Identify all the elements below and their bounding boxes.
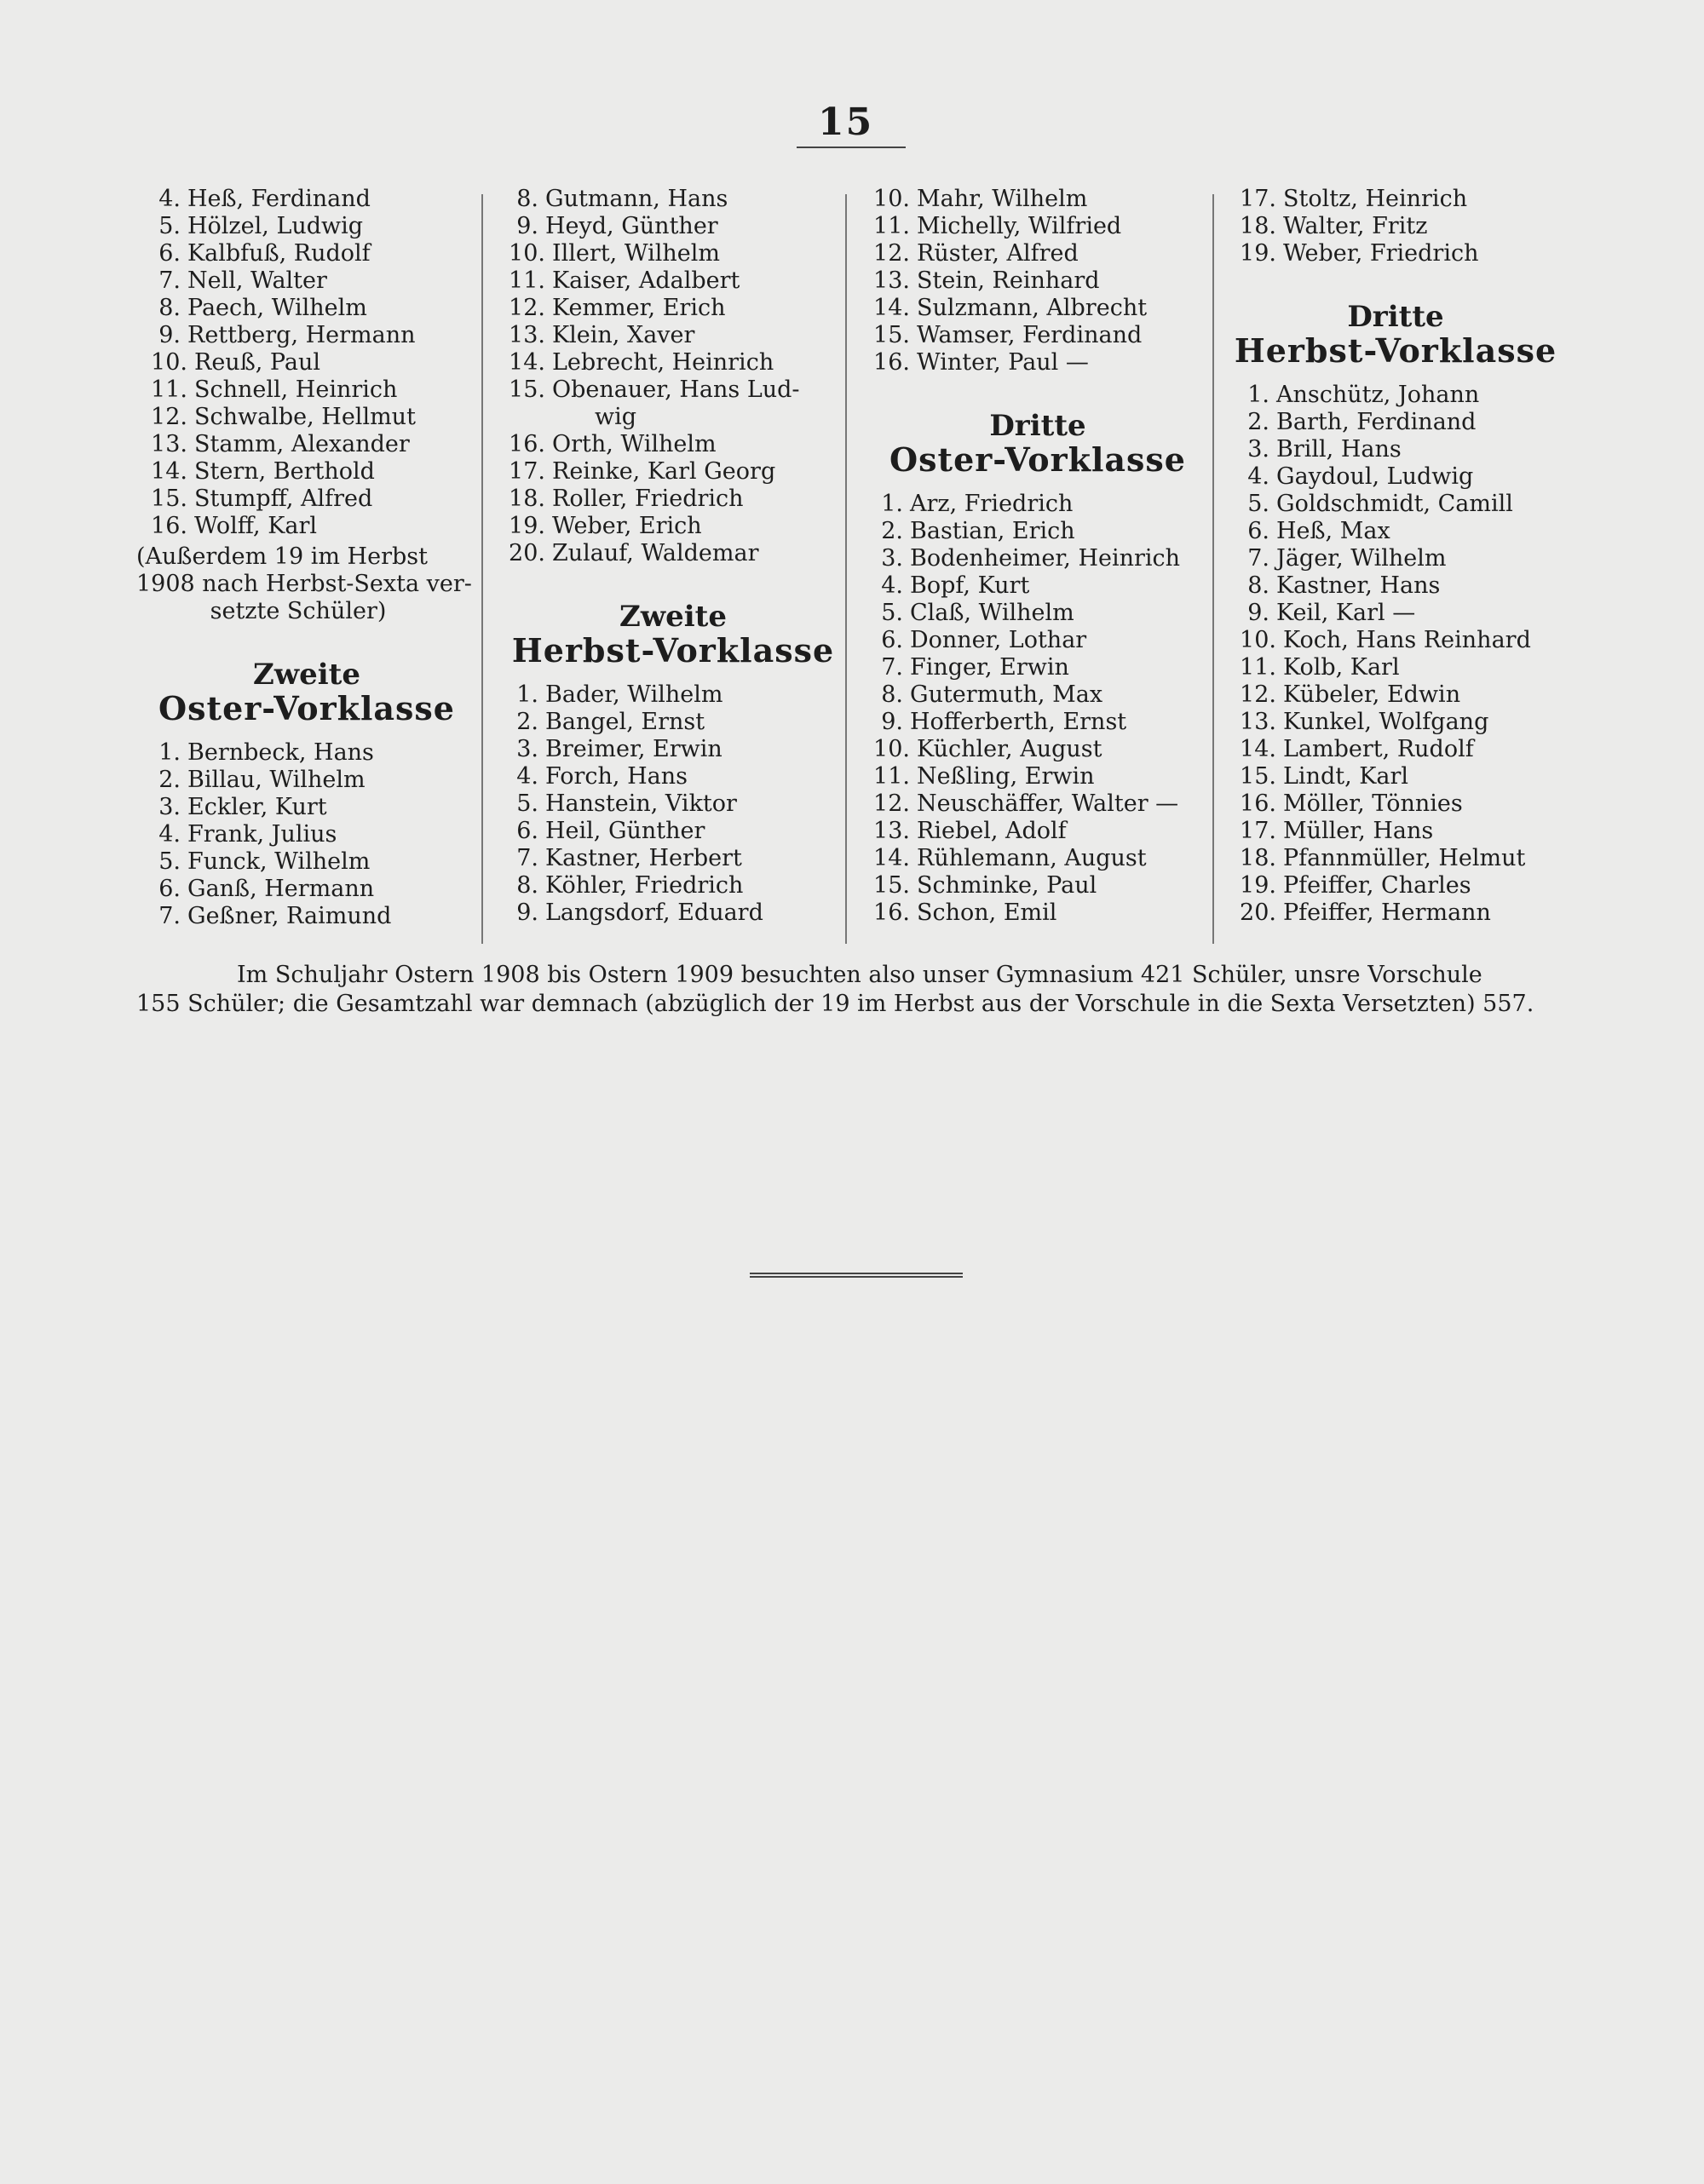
student-entry: [859, 763, 1217, 790]
student-entry: [136, 404, 477, 431]
student-name: Schwalbe, Hellmut: [194, 404, 416, 430]
class-heading-line: Zweite: [253, 658, 360, 692]
student-name: Mahr, Wilhelm: [917, 186, 1088, 212]
student-entry: [859, 186, 1217, 213]
entry-number: 6.: [1247, 518, 1269, 544]
entry-number: 11.: [873, 213, 910, 239]
entry-number: 15.: [873, 322, 910, 348]
entry-number: 4.: [1247, 463, 1269, 490]
entry-number: 3.: [158, 794, 181, 820]
entry-number: 10.: [1240, 627, 1276, 653]
class-heading-line: Zweite: [619, 600, 727, 634]
student-name: Bader, Wilhelm: [545, 681, 723, 708]
student-entry: [1225, 627, 1566, 654]
student-name: Rühlemann, August: [917, 845, 1147, 871]
entry-number: 20.: [509, 540, 545, 566]
student-name: Koch, Hans Reinhard: [1283, 627, 1531, 653]
student-name: Schminke, Paul: [917, 872, 1097, 899]
entry-number: 16.: [509, 431, 545, 457]
student-entry: [494, 763, 852, 790]
student-name: Sulzmann, Albrecht: [917, 295, 1148, 321]
entry-number: 1.: [1247, 382, 1269, 408]
student-name: Finger, Erwin: [910, 654, 1069, 681]
student-name: Hanstein, Viktor: [545, 790, 737, 817]
student-entry: [1225, 491, 1566, 518]
student-name: Pfeiffer, Hermann: [1283, 899, 1491, 926]
column-divider: [481, 194, 483, 944]
entry-number: 6.: [516, 818, 538, 844]
student-name: Wamser, Ferdinand: [917, 322, 1143, 348]
student-entry: [859, 654, 1217, 681]
entry-number: 7.: [158, 903, 181, 929]
student-entry: [859, 572, 1217, 600]
student-entry: [1225, 545, 1566, 572]
entry-number: 11.: [509, 267, 545, 294]
student-entry: [1225, 709, 1566, 736]
student-name: Pfannmüller, Helmut: [1283, 845, 1526, 871]
footnote-line: (Außerdem 19 im Herbst: [136, 543, 428, 570]
student-entry: [859, 709, 1217, 736]
entry-number: 1.: [158, 739, 181, 766]
student-name: Illert, Wilhelm: [552, 240, 720, 267]
class-heading: [494, 600, 852, 668]
footnote-line: setzte Schüler): [210, 598, 387, 624]
entry-number: 13.: [1240, 709, 1276, 735]
student-name: Obenauer, Hans Lud-: [552, 376, 800, 403]
student-name: Goldschmidt, Camill: [1276, 491, 1513, 517]
entry-number: 4.: [158, 821, 181, 848]
student-name: Bangel, Ernst: [545, 709, 705, 735]
student-entry: [1225, 240, 1566, 267]
entry-number: 9.: [881, 709, 903, 735]
student-entry: [136, 458, 477, 486]
entry-number: 18.: [1240, 845, 1276, 871]
student-entry: [859, 545, 1217, 572]
student-entry: [859, 790, 1217, 818]
column-4: [1225, 186, 1566, 927]
class-heading-line: Dritte: [989, 409, 1086, 443]
student-name: Kalbfuß, Rudolf: [187, 240, 371, 267]
student-name: Orth, Wilhelm: [552, 431, 717, 457]
entry-number: 19.: [1240, 872, 1276, 899]
entry-number: 1.: [881, 491, 903, 517]
entry-number: 7.: [158, 267, 181, 294]
student-entry: [1225, 436, 1566, 463]
student-entry: [494, 899, 852, 927]
entry-number: 15.: [151, 486, 187, 512]
student-name: Pfeiffer, Charles: [1283, 872, 1471, 899]
entry-number: 12.: [151, 404, 187, 430]
student-entry: [136, 376, 477, 404]
student-entry: [494, 486, 852, 513]
student-name: Bastian, Erich: [910, 518, 1075, 544]
student-entry: [859, 845, 1217, 872]
student-entry: [136, 821, 477, 848]
entry-number: 6.: [881, 627, 903, 653]
student-name: Kastner, Herbert: [545, 845, 742, 871]
student-name: Schnell, Heinrich: [194, 376, 398, 403]
student-entry: [494, 736, 852, 763]
student-name: Langsdorf, Eduard: [545, 899, 763, 926]
entry-number: 12.: [873, 790, 910, 817]
student-entry: [494, 322, 852, 349]
entry-number: 13.: [873, 267, 910, 294]
student-entry: [859, 491, 1217, 518]
student-entry: [136, 739, 477, 767]
entry-number: 4.: [516, 763, 538, 790]
student-name: Stumpff, Alfred: [194, 486, 373, 512]
student-name: Klein, Xaver: [552, 322, 695, 348]
student-entry: [136, 848, 477, 876]
entry-number: 15.: [509, 376, 545, 403]
student-name: Gutermuth, Max: [910, 681, 1103, 708]
entry-number: 6.: [158, 240, 181, 267]
student-name: Geßner, Raimund: [187, 903, 392, 929]
student-name: Hofferberth, Ernst: [910, 709, 1127, 735]
entry-number: 3.: [516, 736, 538, 762]
student-entry: [494, 431, 852, 458]
entry-number: 3.: [1247, 436, 1269, 463]
entry-number: 16.: [1240, 790, 1276, 817]
student-name: Heil, Günther: [545, 818, 705, 844]
student-entry: [859, 600, 1217, 627]
student-entry: [859, 322, 1217, 349]
entry-number: 15.: [873, 872, 910, 899]
student-name: Weber, Erich: [552, 513, 702, 539]
class-heading-line: Herbst-Vorklasse: [1234, 331, 1557, 370]
student-name: Michelly, Wilfried: [917, 213, 1122, 239]
student-name: Kunkel, Wolfgang: [1283, 709, 1489, 735]
entry-number: 7.: [1247, 545, 1269, 572]
entry-number: 19.: [1240, 240, 1276, 267]
student-entry: [494, 818, 852, 845]
student-entry: [136, 349, 477, 376]
entry-number: 12.: [873, 240, 910, 267]
entry-number: 10.: [873, 736, 910, 762]
student-entry: [859, 267, 1217, 295]
entry-number: 8.: [881, 681, 903, 708]
column-3: [859, 186, 1217, 927]
student-name: Kastner, Hans: [1276, 572, 1441, 599]
entry-number: 14.: [151, 458, 187, 485]
summary-line: 155 Schüler; die Gesamtzahl war demnach (abzüglich der 19 im Herbst aus der Vorschule in die Sexta Versetzten) 557.: [136, 991, 1534, 1017]
entry-number: 16.: [151, 513, 187, 539]
student-name: Heß, Max: [1276, 518, 1390, 544]
student-entry: [1225, 186, 1566, 213]
entry-number: 14.: [873, 845, 910, 871]
student-entry: [494, 872, 852, 899]
entry-number: 14.: [509, 349, 545, 376]
student-name: Wolff, Karl: [194, 513, 318, 539]
student-entry: [1225, 845, 1566, 872]
student-name: Stoltz, Heinrich: [1283, 186, 1468, 212]
student-name: Heß, Ferdinand: [187, 186, 371, 212]
student-entry: [494, 458, 852, 486]
student-entry: [859, 818, 1217, 845]
student-name: Billau, Wilhelm: [187, 767, 366, 793]
student-name: Stein, Reinhard: [917, 267, 1100, 294]
student-list-columns: [136, 186, 1557, 952]
entry-number: 9.: [516, 213, 538, 239]
enrollment-summary: [136, 961, 1551, 1019]
entry-number: 9.: [158, 322, 181, 348]
student-name: Lebrecht, Heinrich: [552, 349, 774, 376]
class-heading: [136, 658, 477, 726]
student-entry: [1225, 382, 1566, 409]
class-heading: [859, 409, 1217, 477]
student-name: Kaiser, Adalbert: [552, 267, 740, 294]
student-entry: [494, 240, 852, 267]
student-name: Lindt, Karl: [1283, 763, 1409, 790]
entry-number: 10.: [873, 186, 910, 212]
entry-number: 20.: [1240, 899, 1276, 926]
student-entry: [494, 790, 852, 818]
student-entry: [1225, 409, 1566, 436]
student-name: Heyd, Günther: [545, 213, 718, 239]
entry-number: 17.: [1240, 186, 1276, 212]
student-entry: [494, 295, 852, 322]
student-name: Walter, Fritz: [1283, 213, 1428, 239]
student-entry: [859, 736, 1217, 763]
entry-number: 5.: [1247, 491, 1269, 517]
student-entry: [859, 213, 1217, 240]
student-name: Donner, Lothar: [910, 627, 1087, 653]
entry-number: 5.: [158, 848, 181, 875]
student-entry: [494, 186, 852, 213]
entry-number: 9.: [516, 899, 538, 926]
student-name: Anschütz, Johann: [1276, 382, 1480, 408]
student-name: Neßling, Erwin: [917, 763, 1095, 790]
entry-number: 13.: [509, 322, 545, 348]
student-name: Stern, Berthold: [194, 458, 375, 485]
student-name: Kübeler, Edwin: [1283, 681, 1461, 708]
entry-number: 2.: [1247, 409, 1269, 435]
student-name: Riebel, Adolf: [917, 818, 1067, 844]
student-name: Winter, Paul —: [917, 349, 1089, 376]
entry-number: 5.: [516, 790, 538, 817]
section-end-rule: [750, 1273, 963, 1278]
footnote: [136, 543, 472, 625]
student-entry: [1225, 463, 1566, 491]
student-entry: [1225, 681, 1566, 709]
student-entry: [859, 899, 1217, 927]
student-name: Reinke, Karl Georg: [552, 458, 776, 485]
entry-number: 15.: [1240, 763, 1276, 790]
entry-number: 8.: [516, 186, 538, 212]
student-name: Neuschäffer, Walter —: [917, 790, 1179, 817]
student-entry: [859, 518, 1217, 545]
student-name: Funck, Wilhelm: [187, 848, 371, 875]
class-heading-line: Oster-Vorklasse: [889, 440, 1186, 479]
student-name: Rüster, Alfred: [917, 240, 1079, 267]
entry-number: 16.: [873, 349, 910, 376]
entry-number: 2.: [516, 709, 538, 735]
student-entry: [1225, 818, 1566, 845]
student-entry: [136, 267, 477, 295]
student-entry: [859, 627, 1217, 654]
student-entry: [136, 186, 477, 213]
student-entry: [1225, 872, 1566, 899]
entry-number: 12.: [1240, 681, 1276, 708]
student-name: Bernbeck, Hans: [187, 739, 374, 766]
student-name: Reuß, Paul: [194, 349, 320, 376]
entry-number: 18.: [1240, 213, 1276, 239]
student-name: Weber, Friedrich: [1283, 240, 1479, 267]
student-name: Möller, Tönnies: [1283, 790, 1463, 817]
student-entry: [136, 767, 477, 794]
student-name: Bopf, Kurt: [910, 572, 1030, 599]
student-name: Kolb, Karl: [1283, 654, 1400, 681]
student-name: Claß, Wilhelm: [910, 600, 1074, 626]
class-heading: [1225, 300, 1566, 368]
entry-number: 5.: [158, 213, 181, 239]
student-name: Brill, Hans: [1276, 436, 1402, 463]
entry-number: 13.: [873, 818, 910, 844]
student-name: Bodenheimer, Heinrich: [910, 545, 1181, 572]
student-name: Keil, Karl —: [1276, 600, 1416, 626]
entry-number: 1.: [516, 681, 538, 708]
entry-number: 4.: [158, 186, 181, 212]
student-entry: [494, 845, 852, 872]
student-entry: [494, 376, 852, 404]
page-number: 15: [818, 101, 874, 144]
class-heading-line: Dritte: [1347, 300, 1444, 334]
entry-number: 18.: [509, 486, 545, 512]
entry-number: 8.: [516, 872, 538, 899]
entry-number: 7.: [881, 654, 903, 681]
student-entry: [494, 513, 852, 540]
entry-number: 17.: [509, 458, 545, 485]
student-name: Frank, Julius: [187, 821, 337, 848]
student-entry: [859, 349, 1217, 376]
student-name: Breimer, Erwin: [545, 736, 722, 762]
entry-number: 8.: [1247, 572, 1269, 599]
student-entry: [1225, 899, 1566, 927]
student-name: Paech, Wilhelm: [187, 295, 367, 321]
entry-number: 2.: [158, 767, 181, 793]
entry-number: 14.: [873, 295, 910, 321]
entry-number: 19.: [509, 513, 545, 539]
student-entry: [1225, 572, 1566, 600]
student-entry: [1225, 654, 1566, 681]
entry-number: 3.: [881, 545, 903, 572]
entry-number: 16.: [873, 899, 910, 926]
student-entry: [136, 240, 477, 267]
entry-number: 8.: [158, 295, 181, 321]
student-entry: [859, 295, 1217, 322]
student-entry: [136, 876, 477, 903]
student-name: Hölzel, Ludwig: [187, 213, 364, 239]
student-entry: [1225, 518, 1566, 545]
student-name: Gutmann, Hans: [545, 186, 728, 212]
student-name: Barth, Ferdinand: [1276, 409, 1477, 435]
student-entry: [494, 681, 852, 709]
entry-number: 2.: [881, 518, 903, 544]
footnote-line: 1908 nach Herbst-Sexta ver-: [136, 571, 472, 597]
student-name: Nell, Walter: [187, 267, 327, 294]
entry-number: 6.: [158, 876, 181, 902]
student-entry: [1225, 763, 1566, 790]
student-entry: [494, 267, 852, 295]
student-name: Stamm, Alexander: [194, 431, 410, 457]
entry-number: 11.: [1240, 654, 1276, 681]
student-entry: [136, 513, 477, 540]
student-name: Jäger, Wilhelm: [1276, 545, 1447, 572]
student-name: Küchler, August: [917, 736, 1102, 762]
student-name: Rettberg, Hermann: [187, 322, 416, 348]
student-name: Lambert, Rudolf: [1283, 736, 1474, 762]
student-entry: [136, 794, 477, 821]
student-name: Schon, Emil: [917, 899, 1057, 926]
entry-number: 11.: [873, 763, 910, 790]
student-name: Kemmer, Erich: [552, 295, 726, 321]
student-name: Forch, Hans: [545, 763, 688, 790]
entry-number: 7.: [516, 845, 538, 871]
student-entry: [859, 872, 1217, 899]
student-entry: [859, 240, 1217, 267]
summary-line: Im Schuljahr Ostern 1908 bis Ostern 1909 besuchten also unser Gymnasium 421 Schüler, unsre Vorschule: [237, 962, 1482, 988]
student-name: Roller, Friedrich: [552, 486, 744, 512]
student-name: Eckler, Kurt: [187, 794, 327, 820]
column-1: [136, 186, 477, 930]
class-heading-line: Herbst-Vorklasse: [511, 631, 835, 670]
class-heading-line: Oster-Vorklasse: [158, 689, 455, 727]
student-entry: [136, 213, 477, 240]
entry-number: 9.: [1247, 600, 1269, 626]
entry-number: 4.: [881, 572, 903, 599]
student-name: Zulauf, Waldemar: [552, 540, 759, 566]
student-entry: [136, 295, 477, 322]
column-2: [494, 186, 852, 927]
student-entry: [136, 431, 477, 458]
student-entry: [494, 349, 852, 376]
student-name: Arz, Friedrich: [910, 491, 1074, 517]
student-entry: [1225, 213, 1566, 240]
student-entry: [136, 486, 477, 513]
student-name: Köhler, Friedrich: [545, 872, 744, 899]
entry-number: 17.: [1240, 818, 1276, 844]
student-name: Gaydoul, Ludwig: [1276, 463, 1474, 490]
student-entry: [1225, 600, 1566, 627]
entry-number: 13.: [151, 431, 187, 457]
entry-number: 5.: [881, 600, 903, 626]
student-entry: [494, 213, 852, 240]
student-name: Müller, Hans: [1283, 818, 1434, 844]
student-entry: [136, 322, 477, 349]
student-name: Ganß, Hermann: [187, 876, 375, 902]
entry-number: 12.: [509, 295, 545, 321]
student-entry: [1225, 790, 1566, 818]
entry-number: 10.: [509, 240, 545, 267]
page-number-rule: [797, 147, 906, 148]
entry-number: 11.: [151, 376, 187, 403]
student-name-continuation: wig: [595, 404, 637, 430]
student-entry: [859, 681, 1217, 709]
student-entry: [494, 540, 852, 567]
entry-number: 10.: [151, 349, 187, 376]
student-entry: [136, 903, 477, 930]
student-entry: [494, 709, 852, 736]
student-entry: [1225, 736, 1566, 763]
entry-number: 14.: [1240, 736, 1276, 762]
